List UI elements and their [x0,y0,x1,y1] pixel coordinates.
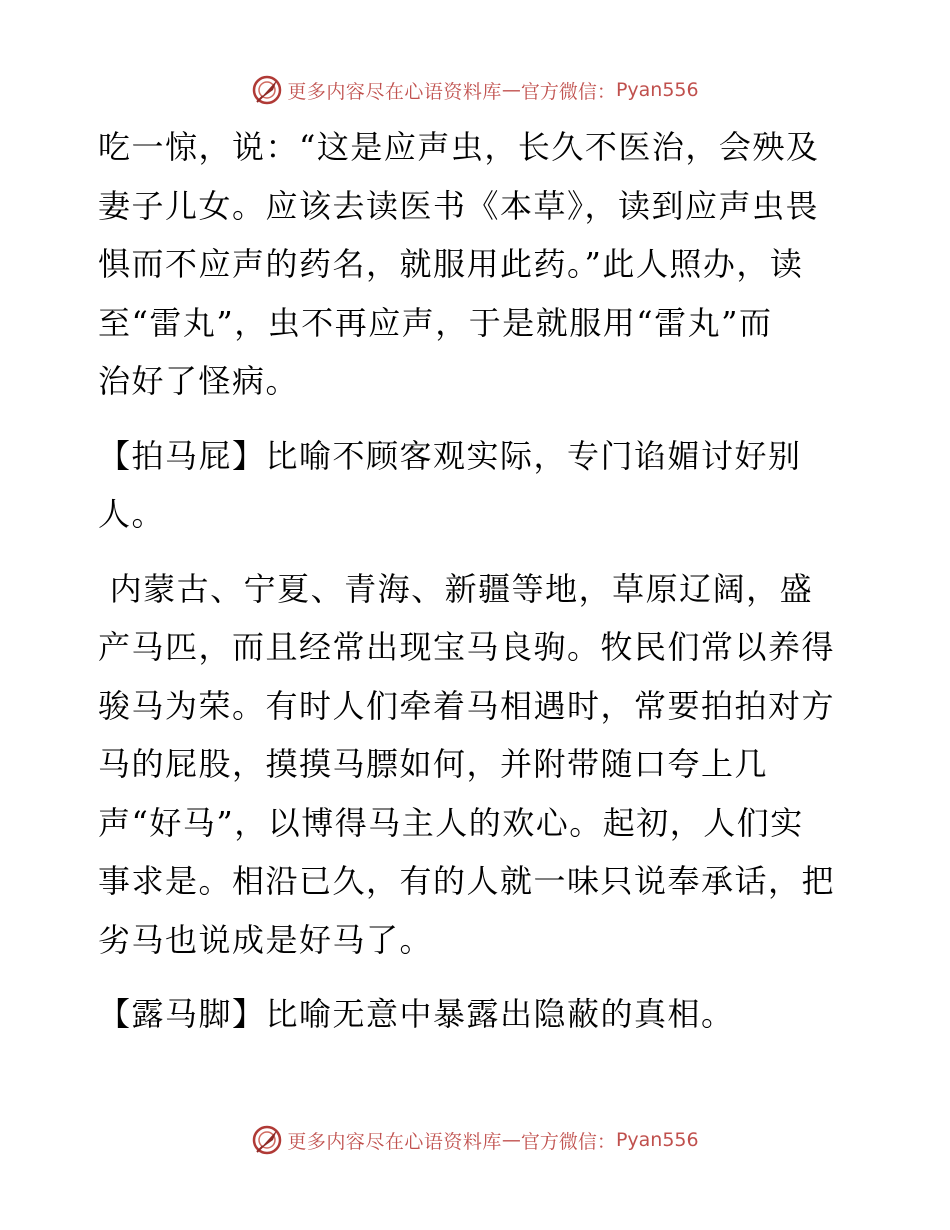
text-line: 事求是。相沿已久，有的人就一味只说奉承话，把 [98,862,836,900]
watermark-wechat-id: Pyan556 [615,1129,699,1151]
text-line: 【露马脚】比喻无意中暴露出隐蔽的真相。 [98,995,735,1033]
paragraph-3 [98,560,858,970]
text-line: 人。 [98,495,166,533]
text-line: 骏马为荣。有时人们牵着马相遇时，常要拍拍对方 [98,686,836,725]
watermark-wechat-label: 官方微信： [520,1130,616,1153]
footer-watermark [0,1124,950,1156]
quill-logo-icon [251,74,283,106]
quill-logo-icon [251,1124,283,1156]
text-line: 劣马也说成是好马了。 [98,920,434,959]
watermark-dash: — [501,79,521,101]
text-line: 声“好马”，以博得马主人的欢心。起初，人们实 [98,803,804,842]
paragraph-4 [98,985,858,1044]
paragraph-2 [98,427,858,544]
text-line: 至“雷丸”，虫不再应声，于是就服用“雷丸”而 [98,303,773,342]
watermark-text: 更多内容尽在心语资料库 [287,80,502,103]
text-line: 吃一惊，说：“这是应声虫，长久不医治，会殃及 [98,128,820,166]
text-line: 产马匹，而且经常出现宝马良驹。牧民们常以养得 [98,628,836,666]
watermark-text: 更多内容尽在心语资料库 [287,1130,502,1153]
text-line: 治好了怪病。 [98,362,300,400]
text-line: 马的屁股，摸摸马膘如何，并附带随口夸上几 [98,745,769,783]
watermark-wechat-label: 官方微信： [520,80,616,103]
text-line: 【拍马屁】比喻不顾客观实际，专门谄媚讨好别 [98,436,802,475]
text-line: 妻子儿女。应该去读医书《本草》，读到应声虫畏 [98,186,820,225]
text-line: 内蒙古、宁夏、青海、新疆等地，草原辽阔，盛 [98,569,814,608]
text-line: 惧而不应声的药名，就服用此药。”此人照办，读 [98,245,804,283]
paragraph-1 [98,118,858,411]
document-body [98,118,858,1044]
watermark-dash: — [501,1129,521,1151]
watermark-wechat-id: Pyan556 [615,79,699,101]
header-watermark [0,74,950,106]
